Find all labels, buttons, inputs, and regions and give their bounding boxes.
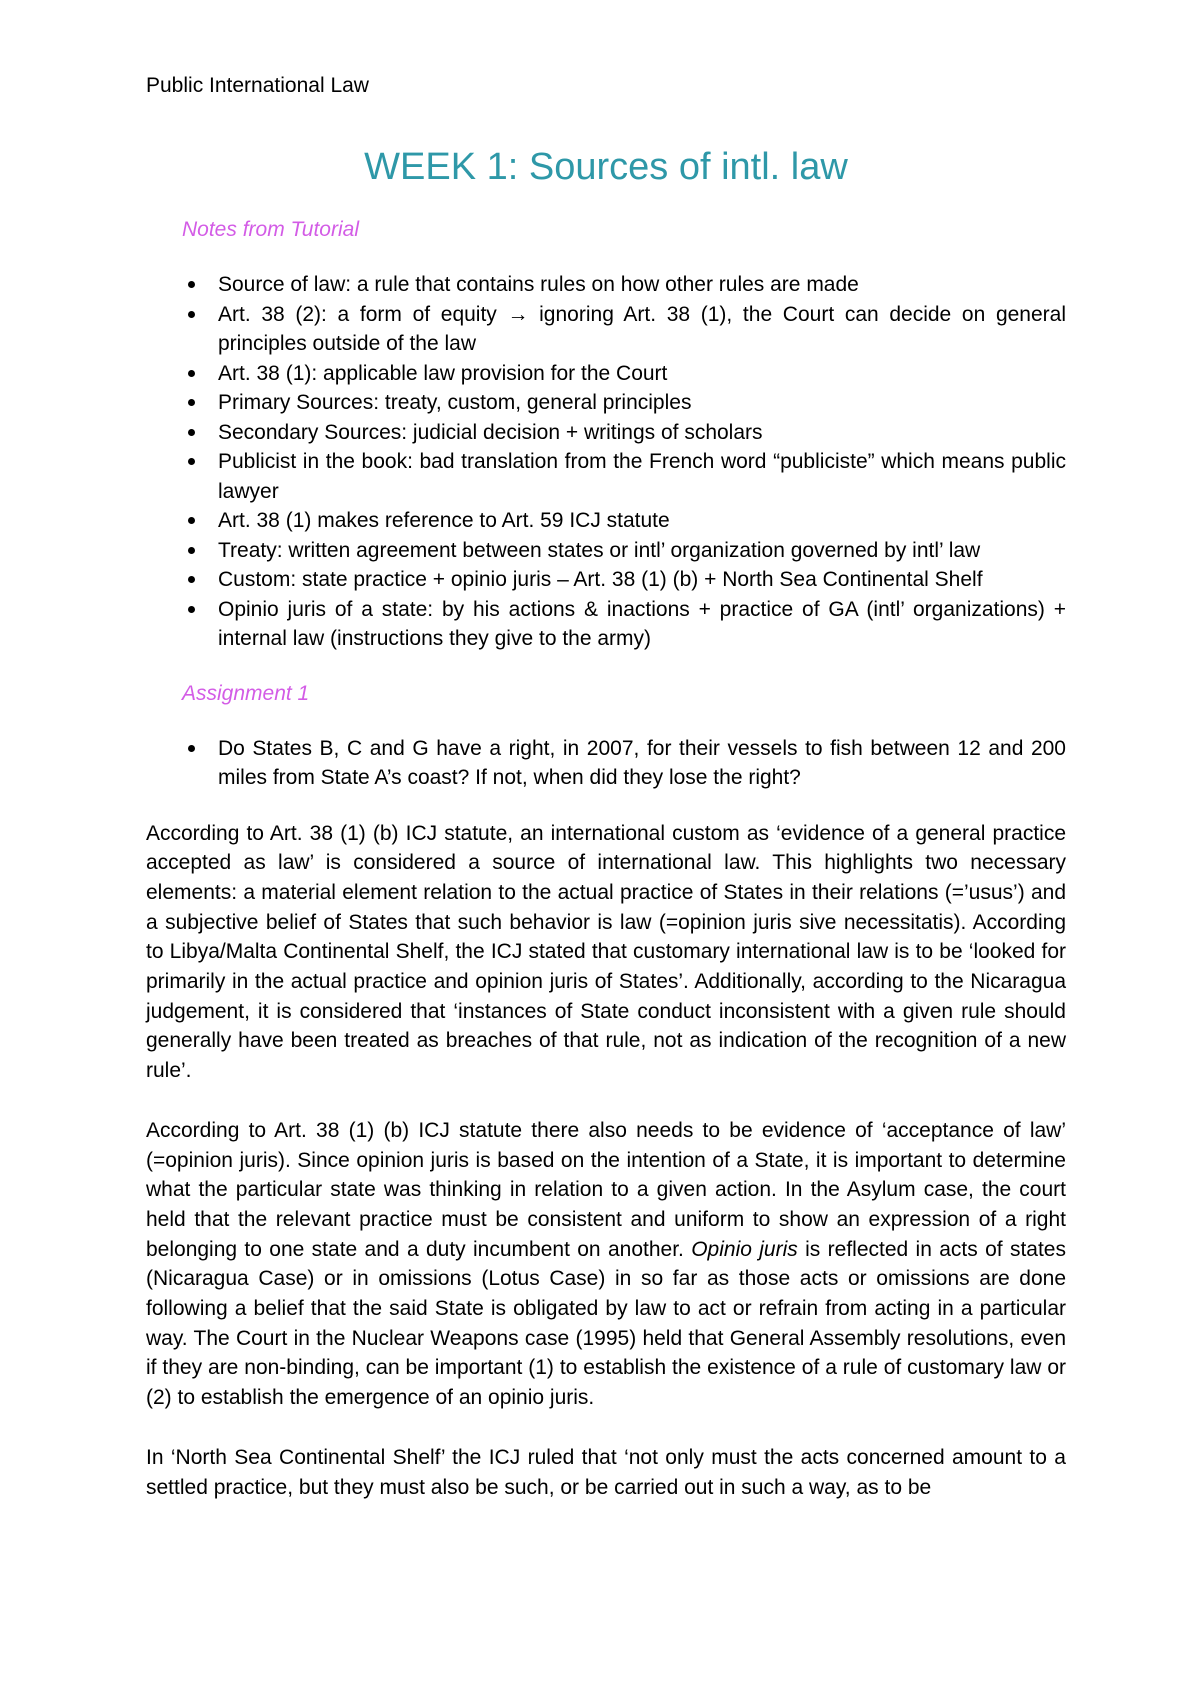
list-item: Do States B, C and G have a right, in 2007, for their vessels to fish between 12 and 200 miles from State A’s coast? If not, when did they lose the right? [146,734,1066,793]
list-item: Secondary Sources: judicial decision + writings of scholars [146,418,1066,448]
assignment-list [146,734,1066,793]
list-item: Primary Sources: treaty, custom, general principles [146,388,1066,418]
page-title: WEEK 1: Sources of intl. law [364,146,848,188]
list-item: Custom: state practice + opinio juris – Art. 38 (1) (b) + North Sea Continental Shelf [146,565,1066,595]
list-item: Publicist in the book: bad translation from the French word “publiciste” which means public lawyer [146,447,1066,506]
section-heading-assignment: Assignment 1 [182,681,310,705]
section-heading-notes: Notes from Tutorial [182,218,359,241]
list-item: Art. 38 (2): a form of equity → ignoring Art. 38 (1), the Court can decide on general principles outside of the law [146,300,1066,359]
body-paragraph-2 [146,1116,1066,1413]
list-item: Source of law: a rule that contains rules on how other rules are made [146,270,1066,300]
running-header: Public International Law [146,74,369,97]
paragraph-text: According to Art. 38 (1) (b) ICJ statute there also needs to be evidence of ‘acceptance of law’ (=opinion juris). Since opinion juris is based on the intention of a State, it is important to determine what the particular state was thinking in relation to a given action. In the Asylum case, the court held that the relevant practice must be consistent and uniform to show an expression of a right belonging to one state and a duty incumbent on another. [146,1118,1066,1261]
italic-term: Opinio juris [691,1237,798,1261]
list-item: Treaty: written agreement between states or intl’ organization governed by intl’ law [146,536,1066,566]
list-item: Art. 38 (1): applicable law provision for the Court [146,359,1066,389]
list-item: Art. 38 (1) makes reference to Art. 59 ICJ statute [146,506,1066,536]
paragraph-text: is reflected in acts of states (Nicaragua Case) or in omissions (Lotus Case) in so far as those acts or omissions are done following a belief that the said State is obligated by law to act or refrain from acting in a particular way. The Court in the Nuclear Weapons case (1995) held that General Assembly resolutions, even if they are non-binding, can be important (1) to establish the existence of a rule of customary law or (2) to establish the emergence of an opinio juris. [146,1237,1066,1410]
list-item: Opinio juris of a state: by his actions & inactions + practice of GA (intl’ organizations) + internal law (instructions they give to the army) [146,595,1066,654]
body-paragraph-3: In ‘North Sea Continental Shelf’ the ICJ ruled that ‘not only must the acts concerned amount to a settled practice, but they must also be such, or be carried out in such a way, as to be [146,1445,1066,1499]
body-paragraph-1: According to Art. 38 (1) (b) ICJ statute, an international custom as ‘evidence of a general practice accepted as law’ is considered a source of international law. This highlights two necessary elements: a material element relation to the actual practice of States in their relations (=’usus’) and a subjective belief of States that such behavior is law (=opinion juris sive necessitatis). According to Libya/Malta Continental Shelf, the ICJ stated that customary international law is to be ‘looked for primarily in the actual practice and opinion juris of States’. Additionally, according to the Nicaragua judgement, it is considered that ‘instances of State conduct inconsistent with a given rule should generally have been treated as breaches of that rule, not as indication of the recognition of a new rule’. [146,821,1066,1083]
notes-list [146,270,1066,654]
